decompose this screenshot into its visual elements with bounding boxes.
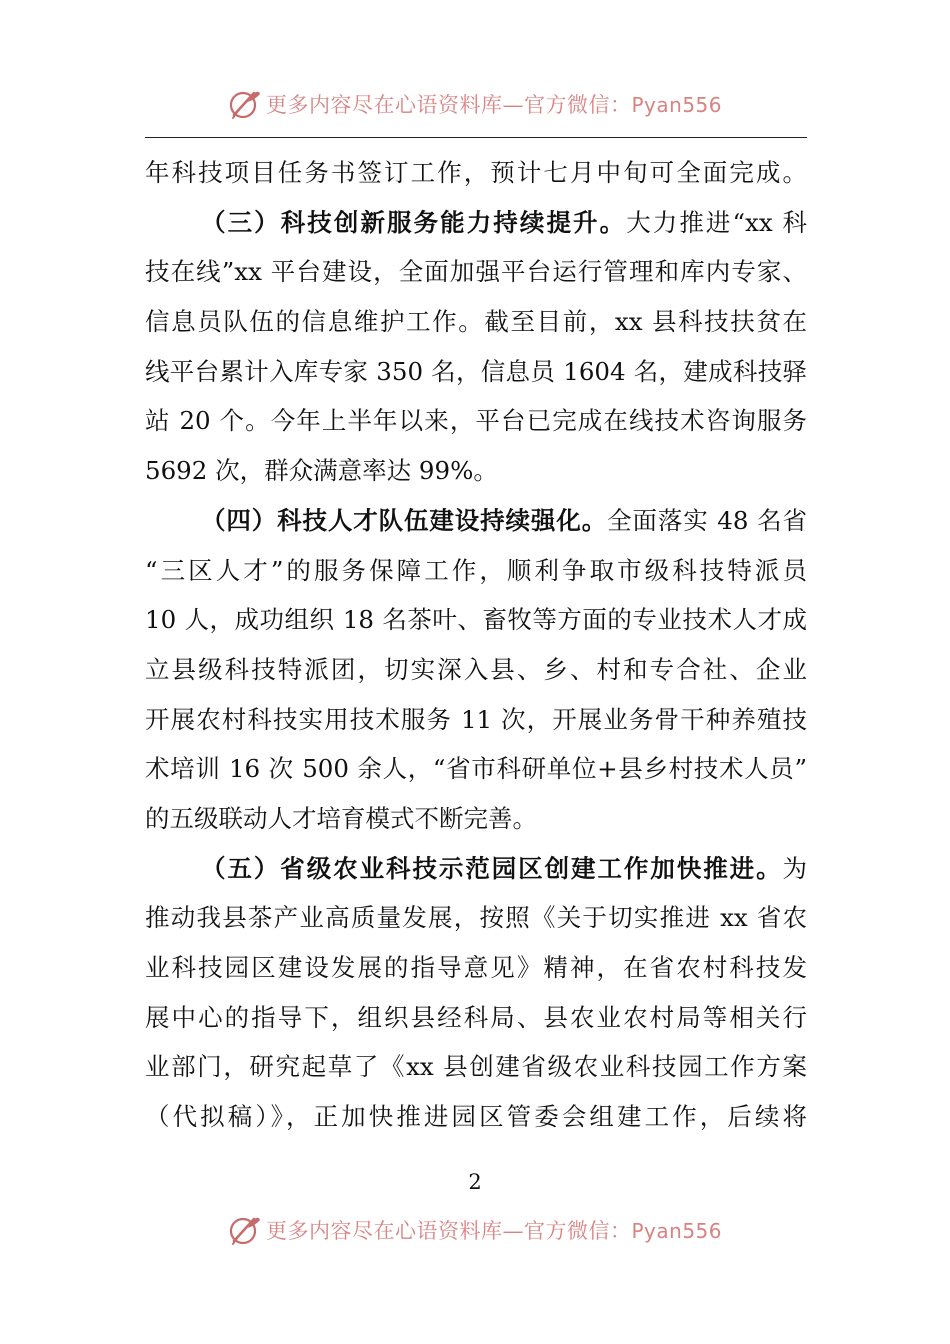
body-line: 的五级联动人才培育模式不断完善。	[145, 803, 537, 833]
page-number: 2	[468, 1170, 482, 1194]
body-line: 站 20 个。今年上半年以来，平台已完成在线技术咨询服务	[145, 406, 807, 436]
body-line: 业科技园区建设发展的指导意见》精神，在省农村科技发	[145, 953, 807, 982]
body-line: 推动我县茶产业高质量发展，按照《关于切实推进 xx 省农	[145, 903, 807, 933]
paragraph-4-first-line	[145, 496, 807, 546]
footer-watermark	[0, 1210, 950, 1250]
body-line: 开展农村科技实用技术服务 11 次，开展业务骨干种养殖技	[145, 704, 807, 734]
body-line: 技在线”xx 平台建设，全面加强平台运行管理和库内专家、	[145, 257, 807, 287]
header-watermark-text	[266, 89, 722, 119]
heading-4: （四）科技人才队伍建设持续强化。	[201, 505, 608, 535]
paragraph-5-first-line	[145, 844, 807, 894]
quill-pen-logo-icon	[228, 87, 262, 121]
body-line: （代拟稿）》，正加快推进园区管委会组建工作，后续将	[145, 1102, 807, 1132]
header-watermark-label: 更多内容尽在心语资料库—官方微信：	[265, 93, 632, 117]
body-line-fragment: 全面落实 48 名省	[607, 505, 807, 535]
body-line: “三区人才”的服务保障工作，顺利争取市级科技特派员	[145, 555, 807, 585]
body-line: 线平台累计入库专家 350 名，信息员 1604 名，建成科技驿	[145, 356, 807, 386]
footer-watermark-label: 更多内容尽在心语资料库—官方微信：	[265, 1219, 632, 1243]
quill-pen-logo-icon	[228, 1213, 262, 1247]
body-line: 展中心的指导下，组织县经科局、县农业农村局等相关行	[145, 1002, 807, 1032]
body-line: 术培训 16 次 500 余人，“省市科研单位+县乡村技术人员”	[145, 754, 807, 784]
footer-watermark-text	[266, 1215, 722, 1245]
heading-3: （三）科技创新服务能力持续提升。	[201, 207, 627, 237]
body-line: 信息员队伍的信息维护工作。截至目前，xx 县科技扶贫在	[145, 307, 807, 337]
paragraph-3-first-line	[145, 198, 807, 248]
footer-wechat-id: Pyan556	[631, 1219, 722, 1243]
header-watermark	[0, 84, 950, 124]
document-body	[145, 148, 807, 1142]
header-wechat-id: Pyan556	[631, 93, 722, 117]
body-line: 立县级科技特派团，切实深入县、乡、村和专合社、企业	[145, 654, 807, 684]
body-line-fragment: 为	[782, 853, 807, 883]
header-rule	[145, 137, 807, 138]
body-line: 年科技项目任务书签订工作，预计七月中旬可全面完成。	[145, 158, 807, 187]
heading-5: （五）省级农业科技示范园区创建工作加快推进。	[201, 853, 783, 883]
body-line: 业部门，研究起草了《xx 县创建省级农业科技园工作方案	[145, 1052, 807, 1082]
body-line-fragment: 大力推进“xx 科	[626, 207, 807, 237]
body-line: 5692 次，群众满意率达 99%。	[145, 456, 498, 486]
body-line: 10 人，成功组织 18 名茶叶、畜牧等方面的专业技术人才成	[145, 605, 807, 635]
